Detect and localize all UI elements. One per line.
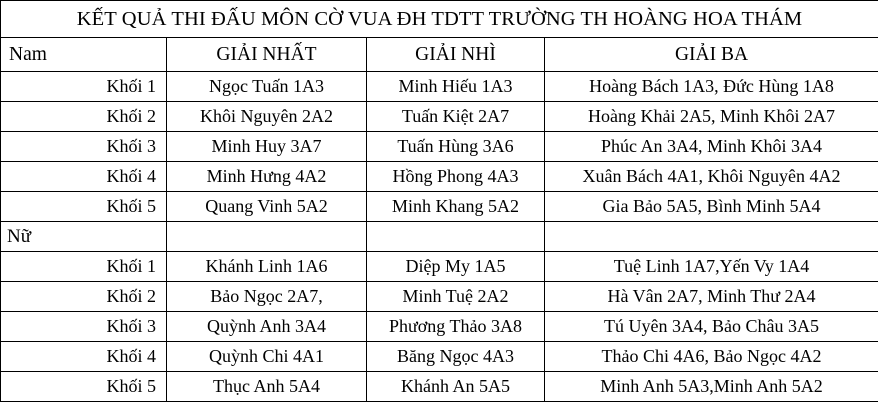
column-header-group-male: Nam [1,38,167,72]
cell-first-prize: Quỳnh Chi 4A1 [167,342,367,372]
row-label: Khối 4 [1,342,167,372]
table-row [1,312,878,342]
table-header-row [1,38,878,72]
section-blank-cell [367,222,545,252]
row-label: Khối 2 [1,282,167,312]
cell-first-prize: Quỳnh Anh 3A4 [167,312,367,342]
cell-second-prize: Minh Hiếu 1A3 [367,72,545,102]
table-row [1,282,878,312]
column-header-third-prize: GIẢI BA [545,38,878,72]
column-header-second-prize: GIẢI NHÌ [367,38,545,72]
section-blank-cell [167,222,367,252]
page-title: KẾT QUẢ THI ĐẤU MÔN CỜ VUA ĐH TDTT TRƯỜNG TH HOÀNG HOA THÁM [1,1,878,38]
row-label: Khối 4 [1,162,167,192]
cell-second-prize: Băng Ngọc 4A3 [367,342,545,372]
table-row [1,252,878,282]
cell-first-prize: Khôi Nguyên 2A2 [167,102,367,132]
cell-third-prize: Minh Anh 5A3,Minh Anh 5A2 [545,372,878,402]
row-label: Khối 1 [1,252,167,282]
row-label: Khối 1 [1,72,167,102]
cell-third-prize: Tuệ Linh 1A7,Yến Vy 1A4 [545,252,878,282]
table-row [1,102,878,132]
cell-third-prize: Tú Uyên 3A4, Bảo Châu 3A5 [545,312,878,342]
cell-third-prize: Hoàng Bách 1A3, Đức Hùng 1A8 [545,72,878,102]
cell-second-prize: Minh Khang 5A2 [367,192,545,222]
section-blank-cell [545,222,878,252]
row-label: Khối 2 [1,102,167,132]
cell-second-prize: Diệp My 1A5 [367,252,545,282]
table-row [1,342,878,372]
table-row [1,192,878,222]
cell-first-prize: Bảo Ngọc 2A7, [167,282,367,312]
cell-first-prize: Quang Vinh 5A2 [167,192,367,222]
cell-second-prize: Tuấn Kiệt 2A7 [367,102,545,132]
cell-first-prize: Minh Huy 3A7 [167,132,367,162]
cell-third-prize: Hoàng Khải 2A5, Minh Khôi 2A7 [545,102,878,132]
cell-first-prize: Minh Hưng 4A2 [167,162,367,192]
cell-first-prize: Thục Anh 5A4 [167,372,367,402]
row-label: Khối 3 [1,312,167,342]
cell-second-prize: Minh Tuệ 2A2 [367,282,545,312]
cell-third-prize: Xuân Bách 4A1, Khôi Nguyên 4A2 [545,162,878,192]
column-header-first-prize: GIẢI NHẤT [167,38,367,72]
section-label: Nữ [1,222,167,252]
table-row [1,162,878,192]
row-label: Khối 5 [1,372,167,402]
table-row [1,72,878,102]
cell-first-prize: Ngọc Tuấn 1A3 [167,72,367,102]
cell-second-prize: Hồng Phong 4A3 [367,162,545,192]
cell-second-prize: Khánh An 5A5 [367,372,545,402]
cell-second-prize: Phương Thảo 3A8 [367,312,545,342]
cell-second-prize: Tuấn Hùng 3A6 [367,132,545,162]
cell-third-prize: Gia Bảo 5A5, Bình Minh 5A4 [545,192,878,222]
table-row [1,372,878,402]
table-row [1,132,878,162]
cell-third-prize: Thảo Chi 4A6, Bảo Ngọc 4A2 [545,342,878,372]
cell-first-prize: Khánh Linh 1A6 [167,252,367,282]
table-title-row [1,1,878,38]
row-label: Khối 5 [1,192,167,222]
cell-third-prize: Hà Vân 2A7, Minh Thư 2A4 [545,282,878,312]
section-header-female [1,222,878,252]
cell-third-prize: Phúc An 3A4, Minh Khôi 3A4 [545,132,878,162]
row-label: Khối 3 [1,132,167,162]
